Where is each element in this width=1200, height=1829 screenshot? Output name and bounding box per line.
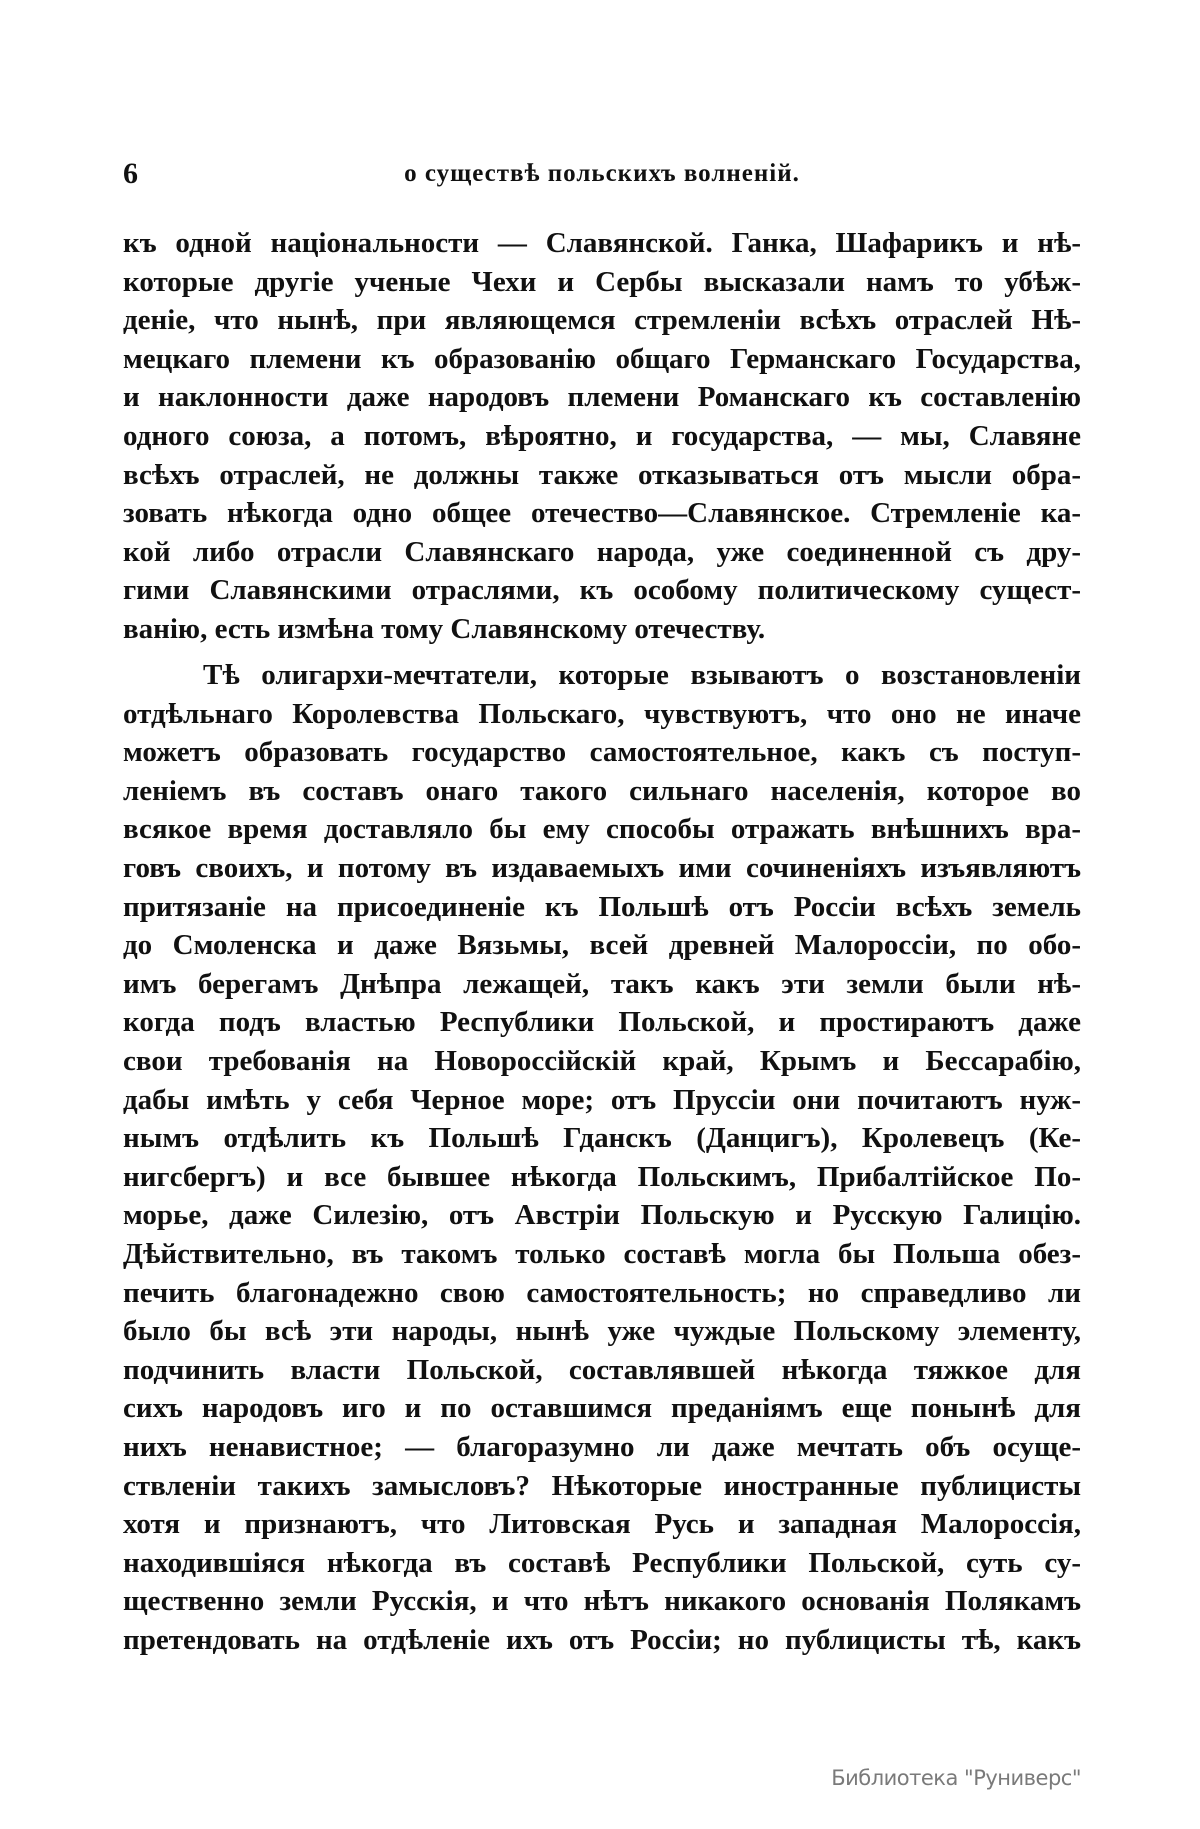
text-line: отдѣльнаго Королевства Польскаго, чувствуютъ, что оно не иначе — [123, 697, 1081, 730]
text-line: можетъ образовать государство самостоятельное, какъ съ поступ- — [123, 736, 1081, 769]
text-line: щественно земли Русскія, и что нѣтъ никакого основанія Полякамъ — [123, 1585, 1081, 1618]
text-line: когда подъ властью Республики Польской, и простираютъ даже — [123, 1006, 1081, 1039]
text-line: Дѣйствительно, въ такомъ только составѣ могла бы Польша обез- — [123, 1238, 1081, 1270]
text-line: дабы имѣть у себя Черное море; отъ Пруссіи они почитаютъ нуж- — [123, 1083, 1081, 1116]
text-line: притязаніе на присоединеніе къ Польшѣ отъ Россіи всѣхъ земель — [123, 890, 1081, 923]
text-line: имъ берегамъ Днѣпра лежащей, такъ какъ эти земли были нѣ- — [123, 967, 1081, 1000]
text-line: Тѣ олигархи-мечтатели, которые взываютъ о возстановленіи — [203, 659, 1081, 691]
text-line: деніе, что нынѣ, при являющемся стремленіи всѣхъ отраслей Нѣ- — [123, 304, 1081, 337]
text-line: нихъ ненавистное; — благоразумно ли даже мечтать объ осуще- — [123, 1431, 1081, 1463]
text-line: свои требованія на Новороссійскій край, Крымъ и Бессарабію, — [123, 1045, 1081, 1077]
library-watermark: Библиотека "Руниверс" — [831, 1766, 1081, 1790]
text-line: сихъ народовъ иго и по оставшимся преданіямъ еще понынѣ для — [123, 1392, 1081, 1425]
text-line: мецкаго племени къ образованію общаго Германскаго Государства, — [123, 342, 1081, 375]
text-line: печить благонадежно свою самостоятельность; но справедливо ли — [123, 1276, 1081, 1309]
text-line: которые другіе ученые Чехи и Сербы высказали намъ то убѣж- — [123, 265, 1081, 298]
text-line: всѣхъ отраслей, не должны также отказываться отъ мысли обра- — [123, 458, 1081, 491]
text-line: и наклонности даже народовъ племени Романскаго къ составленію — [123, 381, 1081, 414]
text-line: было бы всѣ эти народы, нынѣ уже чуждые Польскому элементу, — [123, 1315, 1081, 1348]
text-line: нигсбергъ) и все бывшее нѣкогда Польскимъ, Прибалтійское По- — [123, 1160, 1081, 1193]
text-line: кой либо отрасли Славянскаго народа, уже соединенной съ дру- — [123, 535, 1081, 568]
text-line: къ одной національности — Славянской. Ганка, Шафарикъ и нѣ- — [123, 227, 1081, 259]
running-title: о существѣ польскихъ волненій. — [404, 160, 800, 187]
text-line: подчинить власти Польской, составлявшей нѣкогда тяжкое для — [123, 1353, 1081, 1386]
text-line: хотя и признаютъ, что Литовская Русь и западная Малороссія, — [123, 1508, 1081, 1541]
text-line: находившіяся нѣкогда въ составѣ Республики Польской, суть су- — [123, 1546, 1081, 1579]
text-line: гими Славянскими отраслями, къ особому политическому сущест- — [123, 574, 1081, 607]
text-line: до Смоленска и даже Вязьмы, всей древней Малороссіи, по обо- — [123, 929, 1081, 962]
page-header — [123, 156, 1081, 192]
text-line: говъ своихъ, и потому въ издаваемыхъ ими сочиненіяхъ изъявляютъ — [123, 852, 1081, 884]
page-number: 6 — [123, 157, 138, 190]
text-line: ствленіи такихъ замысловъ? Нѣкоторые иностранные публицисты — [123, 1469, 1081, 1502]
text-line: всякое время доставляло бы ему способы отражать внѣшнихъ вра- — [123, 813, 1081, 846]
text-line: претендовать на отдѣленіе ихъ отъ Россіи; но публицисты тѣ, какъ — [123, 1624, 1081, 1656]
text-line: зовать нѣкогда одно общее отечество—Славянское. Стремленіе ка- — [123, 497, 1081, 530]
text-line: леніемъ въ составъ онаго такого сильнаго населенія, которое во — [123, 774, 1081, 807]
text-line: морье, даже Силезію, отъ Австріи Польскую и Русскую Галицію. — [123, 1199, 1081, 1232]
text-line: нымъ отдѣлить къ Польшѣ Гданскъ (Данцигъ), Кролевецъ (Ке- — [123, 1122, 1081, 1155]
text-line: одного союза, а потомъ, вѣроятно, и государства, — мы, Славяне — [123, 420, 1081, 452]
text-line: ванію, есть измѣна тому Славянскому отечеству. — [123, 613, 766, 645]
